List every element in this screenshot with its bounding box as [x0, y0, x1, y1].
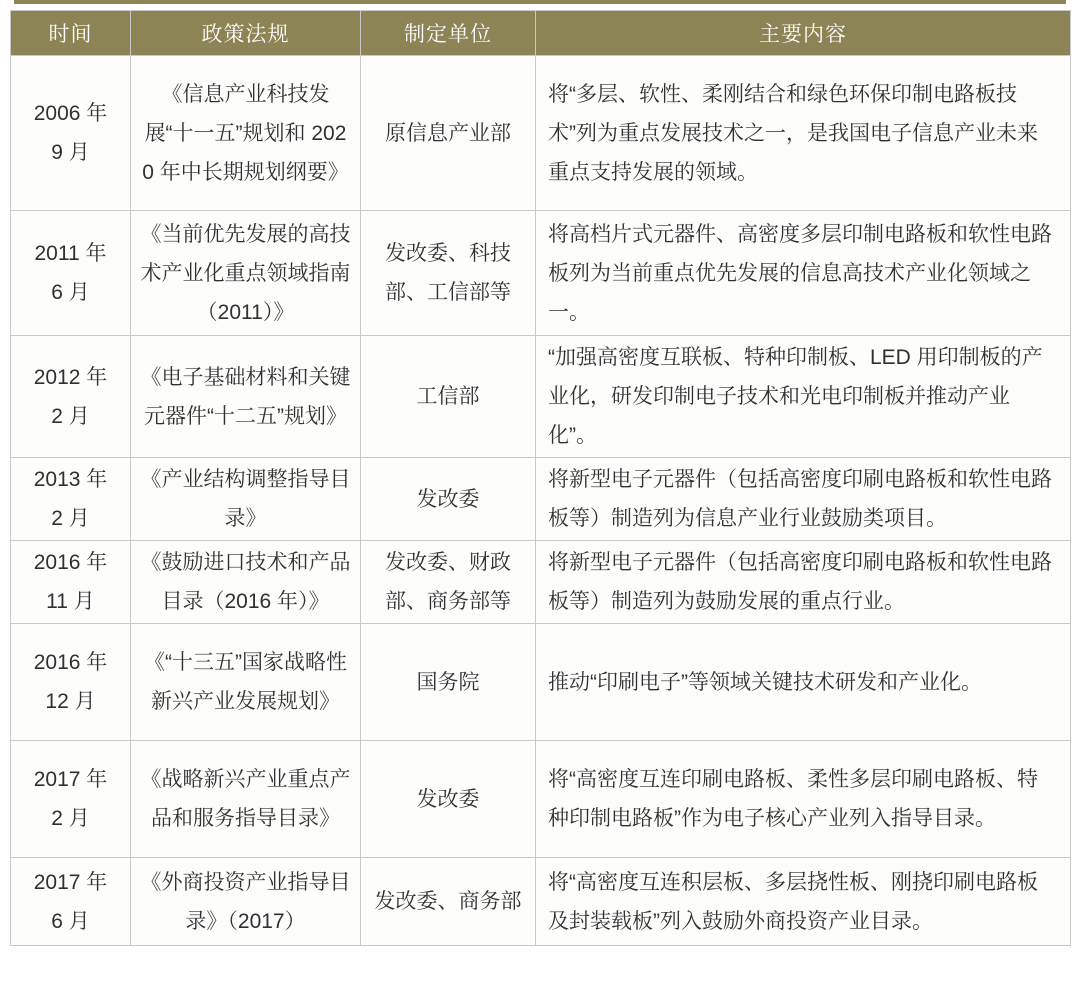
- policy-cell: 《当前优先发展的高技术产业化重点领域指南（2011）》: [131, 211, 361, 336]
- table-row: [11, 336, 1071, 458]
- agency-cell: 工信部: [361, 336, 536, 458]
- time-year: 2017 年: [33, 768, 108, 791]
- table-row: [11, 56, 1071, 211]
- content-cell: 将新型电子元器件（包括高密度印刷电路板和软性电路板等）制造列为鼓励发展的重点行业。: [536, 541, 1071, 624]
- time-cell: [11, 541, 131, 624]
- table-header-row: [11, 11, 1071, 56]
- content-cell: 将“高密度互连印刷电路板、柔性多层印刷电路板、特种印制电路板”作为电子核心产业列入指导目录。: [536, 741, 1071, 858]
- agency-cell: 国务院: [361, 624, 536, 741]
- time-month: 2 月: [51, 507, 90, 530]
- time-cell: [11, 336, 131, 458]
- time-cell: [11, 211, 131, 336]
- content-cell: 推动“印刷电子”等领域关键技术研发和产业化。: [536, 624, 1071, 741]
- time-cell: [11, 741, 131, 858]
- content-cell: 将“多层、软性、柔刚结合和绿色环保印制电路板技术”列为重点发展技术之一，是我国电子信息产业未来重点支持发展的领域。: [536, 56, 1071, 211]
- agency-cell: 发改委: [361, 741, 536, 858]
- time-year: 2011 年: [34, 242, 107, 265]
- time-year: 2012 年: [33, 365, 108, 389]
- table-row: [11, 458, 1071, 541]
- agency-cell: 原信息产业部: [361, 56, 536, 211]
- time-month: 12 月: [45, 690, 96, 713]
- policy-cell: 《外商投资产业指导目录》（2017）: [131, 858, 361, 946]
- content-cell: 将高档片式元器件、高密度多层印制电路板和软性电路板列为当前重点优先发展的信息高技术产业化领域之一。: [536, 211, 1071, 336]
- time-year: 2017 年: [33, 870, 108, 894]
- policy-cell: 《产业结构调整指导目录》: [131, 458, 361, 541]
- time-year: 2016 年: [33, 551, 108, 574]
- policy-cell: 《“十三五”国家战略性新兴产业发展规划》: [131, 624, 361, 741]
- agency-cell: 发改委、商务部: [361, 858, 536, 946]
- time-month: 2 月: [51, 404, 90, 428]
- policy-cell: 《信息产业科技发展“十一五”规划和 2020 年中长期规划纲要》: [131, 56, 361, 211]
- time-year: 2006 年: [33, 102, 108, 125]
- column-header-content: 主要内容: [536, 11, 1071, 56]
- column-header-agency: 制定单位: [361, 11, 536, 56]
- column-header-time: 时间: [11, 11, 131, 56]
- time-year: 2016 年: [33, 651, 108, 674]
- table-row: [11, 858, 1071, 946]
- top-divider-strip: [14, 0, 1066, 4]
- time-cell: [11, 858, 131, 946]
- table-row: [11, 211, 1071, 336]
- content-cell: “加强高密度互联板、特种印制板、LED 用印制板的产业化，研发印制电子技术和光电印制板并推动产业化”。: [536, 336, 1071, 458]
- table-row: [11, 624, 1071, 741]
- policy-cell: 《战略新兴产业重点产品和服务指导目录》: [131, 741, 361, 858]
- agency-cell: 发改委、财政部、商务部等: [361, 541, 536, 624]
- agency-cell: 发改委、科技部、工信部等: [361, 211, 536, 336]
- policy-cell: 《电子基础材料和关键元器件“十二五”规划》: [131, 336, 361, 458]
- time-month: 2 月: [51, 807, 90, 830]
- time-month: 6 月: [51, 281, 90, 304]
- content-cell: 将新型电子元器件（包括高密度印刷电路板和软性电路板等）制造列为信息产业行业鼓励类项目。: [536, 458, 1071, 541]
- time-month: 9 月: [51, 141, 90, 164]
- time-cell: [11, 458, 131, 541]
- column-header-policy: 政策法规: [131, 11, 361, 56]
- pcb-policy-table: [10, 10, 1071, 946]
- time-month: 11 月: [46, 590, 95, 613]
- content-cell: 将“高密度互连积层板、多层挠性板、刚挠印刷电路板及封装载板”列入鼓励外商投资产业目录。: [536, 858, 1071, 946]
- time-month: 6 月: [51, 909, 90, 933]
- policy-cell: 《鼓励进口技术和产品目录（2016 年）》: [131, 541, 361, 624]
- time-year: 2013 年: [33, 468, 108, 491]
- table-row: [11, 541, 1071, 624]
- table-row: [11, 741, 1071, 858]
- agency-cell: 发改委: [361, 458, 536, 541]
- time-cell: [11, 56, 131, 211]
- time-cell: [11, 624, 131, 741]
